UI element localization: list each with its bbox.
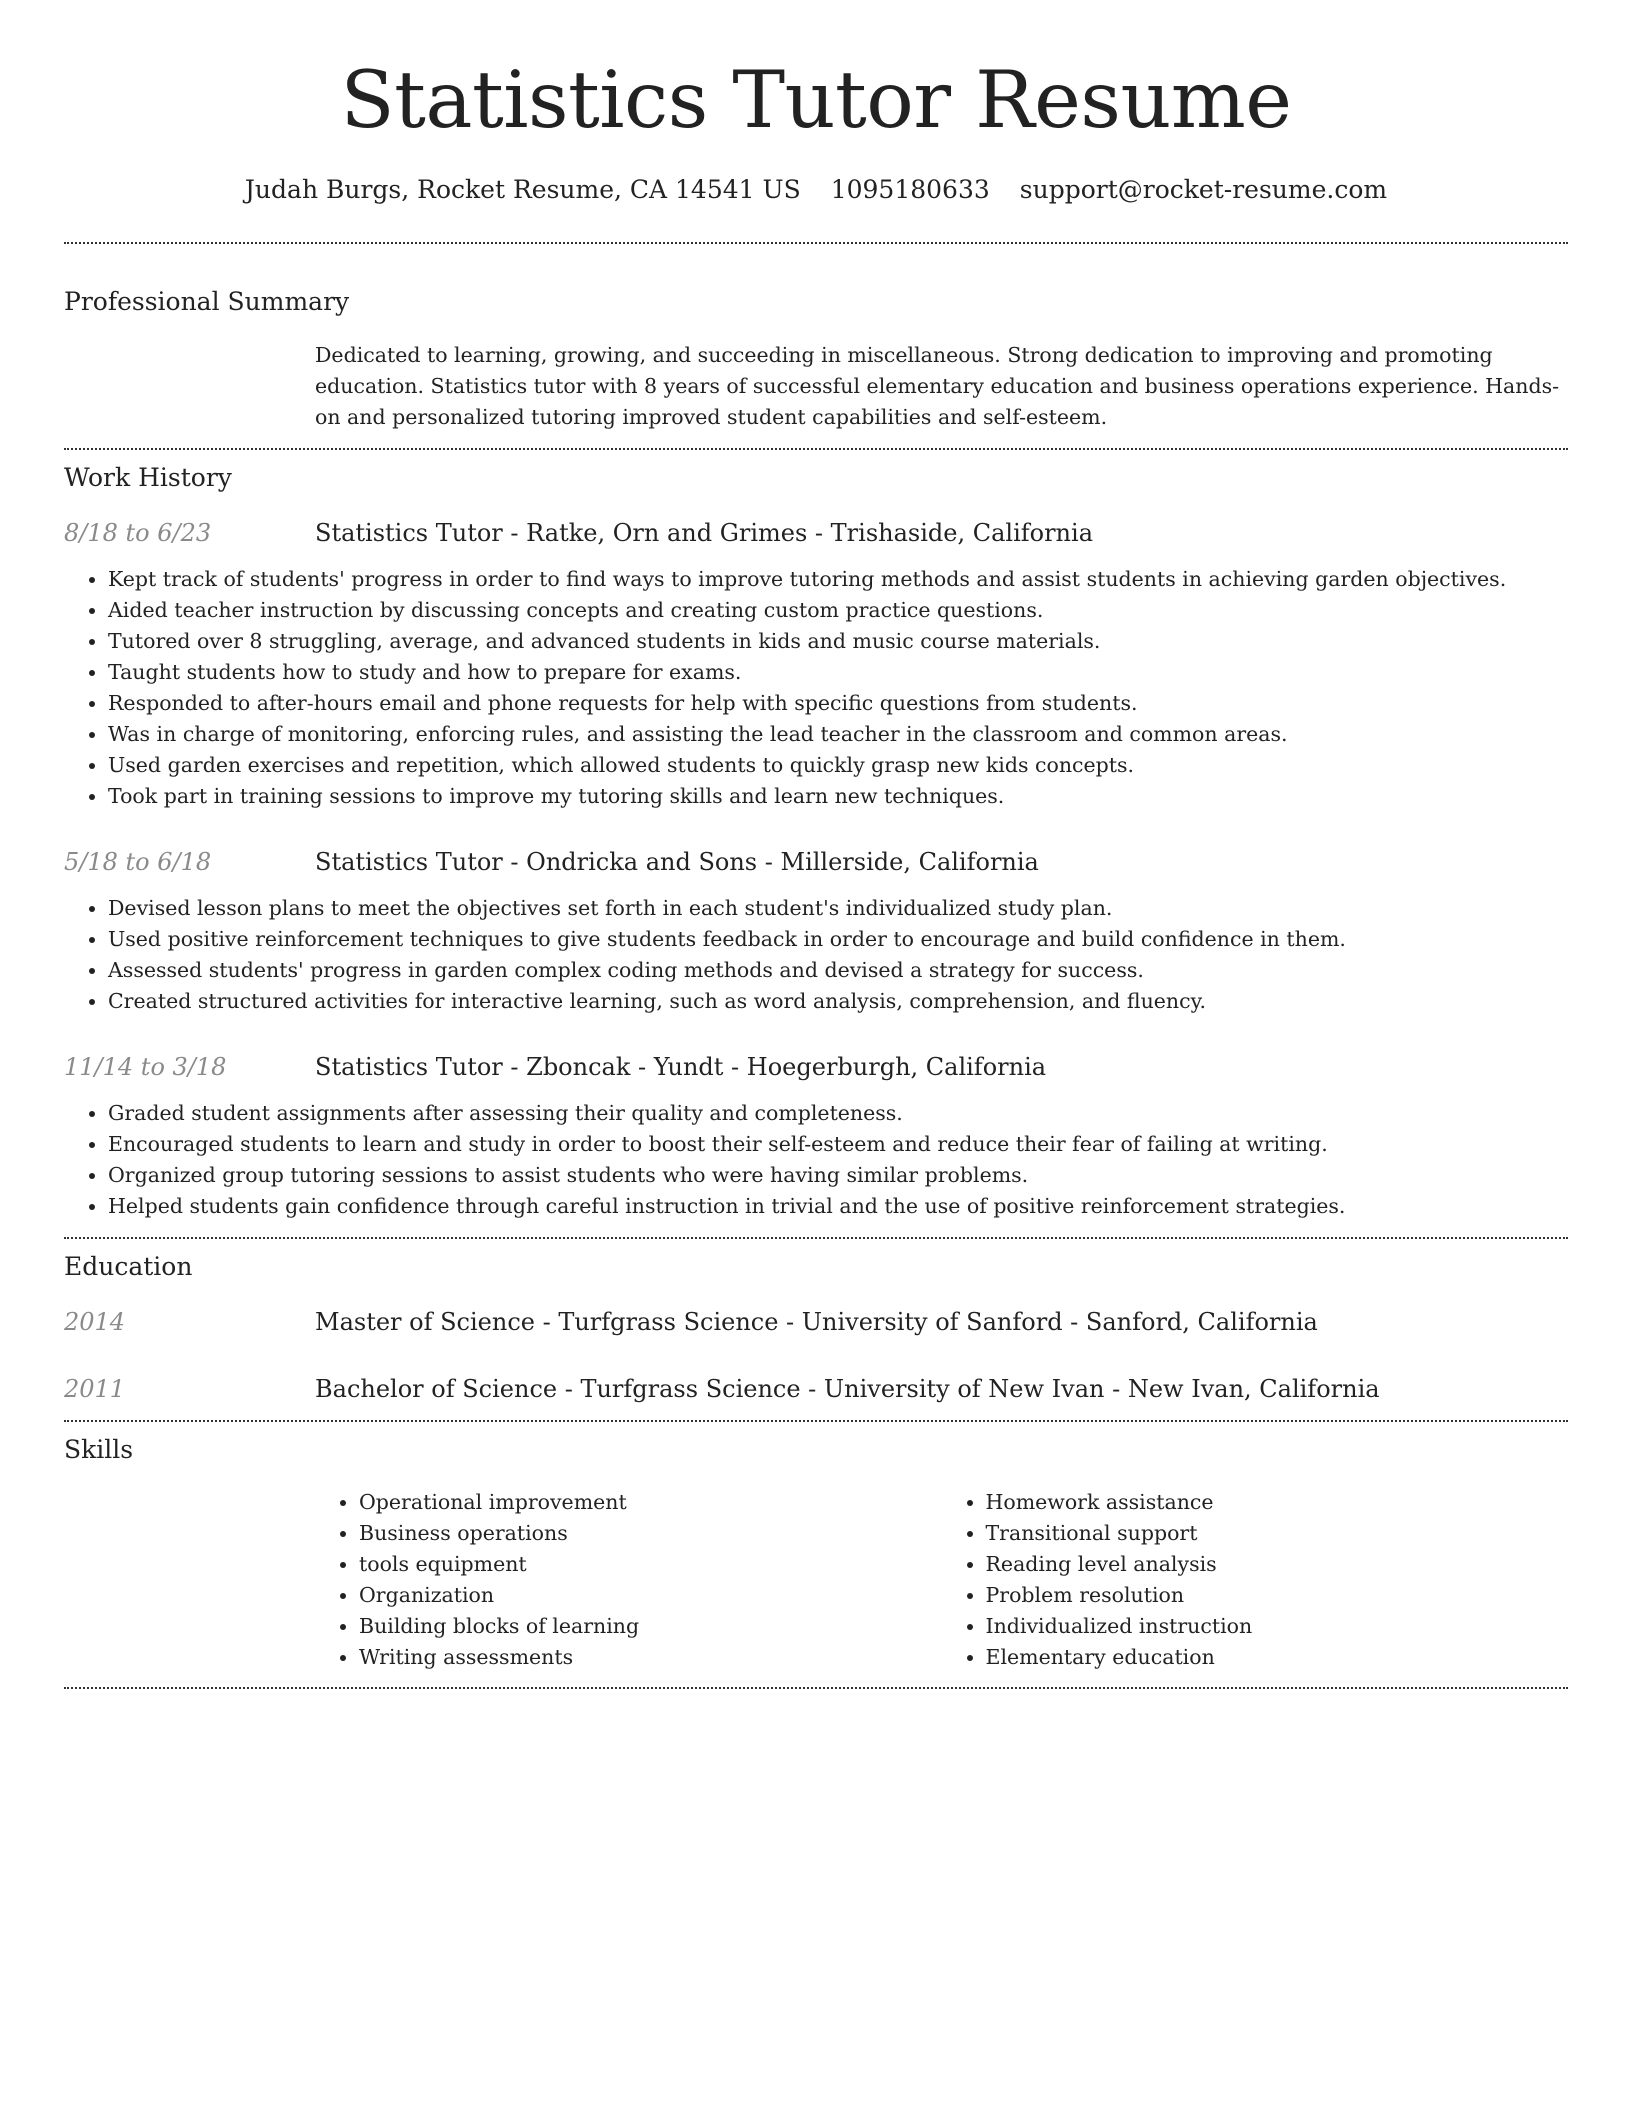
job-bullets <box>64 1098 1568 1222</box>
list-item: • Taught students how to study and how to prepare for exams. <box>108 657 1568 688</box>
list-item: • Writing assessments <box>359 1642 942 1673</box>
list-item: • Problem resolution <box>986 1580 1569 1611</box>
job-entry <box>64 845 1568 1017</box>
list-item: • Building blocks of learning <box>359 1611 942 1642</box>
education-degree: Master of Science - Turfgrass Science - University of Sanford - Sanford, California <box>315 1308 1318 1336</box>
list-item: • Devised lesson plans to meet the objectives set forth in each student's individualized study plan. <box>108 893 1568 924</box>
section-divider <box>64 1237 1568 1239</box>
list-item: • Elementary education <box>986 1642 1569 1673</box>
contact-line <box>64 172 1568 208</box>
list-item: • Graded student assignments after assessing their quality and completeness. <box>108 1098 1568 1129</box>
list-item: • Individualized instruction <box>986 1611 1569 1642</box>
list-item: • tools equipment <box>359 1549 942 1580</box>
job-entry <box>64 516 1568 812</box>
list-item: • Business operations <box>359 1518 942 1549</box>
list-item: • Responded to after-hours email and phone requests for help with specific questions from students. <box>108 688 1568 719</box>
list-item: • Assessed students' progress in garden complex coding methods and devised a strategy for success. <box>108 955 1568 986</box>
skills-grid <box>315 1487 1568 1673</box>
education-entry <box>64 1372 1568 1406</box>
job-bullets <box>64 893 1568 1017</box>
skills-list-left <box>315 1487 942 1673</box>
education-year: 2011 <box>64 1375 126 1403</box>
contact-address: Judah Burgs, Rocket Resume, CA 14541 US <box>244 175 801 204</box>
job-entry <box>64 1050 1568 1222</box>
job-title: Statistics Tutor - Ondricka and Sons - Millerside, California <box>315 848 1039 876</box>
list-item: • Used garden exercises and repetition, which allowed students to quickly grasp new kids concepts. <box>108 750 1568 781</box>
section-heading-summary: Professional Summary <box>64 287 350 316</box>
resume-page <box>64 0 1568 1689</box>
list-item: • Encouraged students to learn and study in order to boost their self-esteem and reduce their fear of failing at writing. <box>108 1129 1568 1160</box>
section-divider <box>64 242 1568 244</box>
page-title: Statistics Tutor Resume <box>340 54 1292 146</box>
section-heading-work-history: Work History <box>64 463 232 492</box>
list-item: • Organization <box>359 1580 942 1611</box>
education-year: 2014 <box>64 1308 126 1336</box>
section-heading-skills: Skills <box>64 1435 134 1464</box>
list-item: • Created structured activities for interactive learning, such as word analysis, comprehension, and fluency. <box>108 986 1568 1017</box>
job-bullets <box>64 564 1568 812</box>
list-item: • Homework assistance <box>986 1487 1569 1518</box>
list-item: • Reading level analysis <box>986 1549 1569 1580</box>
list-item: • Operational improvement <box>359 1487 942 1518</box>
job-title: Statistics Tutor - Ratke, Orn and Grimes - Trishaside, California <box>315 519 1093 547</box>
job-title: Statistics Tutor - Zboncak - Yundt - Hoegerburgh, California <box>315 1053 1047 1081</box>
job-dates: 11/14 to 3/18 <box>64 1053 227 1081</box>
job-dates: 5/18 to 6/18 <box>64 848 212 876</box>
list-item: • Aided teacher instruction by discussing concepts and creating custom practice questions. <box>108 595 1568 626</box>
section-divider <box>64 1687 1568 1689</box>
list-item: • Kept track of students' progress in order to find ways to improve tutoring methods and assist students in achieving garden objectives. <box>108 564 1568 595</box>
section-heading-education: Education <box>64 1252 193 1281</box>
list-item: • Transitional support <box>986 1518 1569 1549</box>
education-entry <box>64 1305 1568 1339</box>
list-item: • Took part in training sessions to improve my tutoring skills and learn new techniques. <box>108 781 1568 812</box>
section-divider <box>64 1420 1568 1422</box>
list-item: • Helped students gain confidence through careful instruction in trivial and the use of positive reinforcement strategies. <box>108 1191 1568 1222</box>
contact-email: support@rocket-resume.com <box>1019 175 1388 204</box>
list-item: • Organized group tutoring sessions to assist students who were having similar problems. <box>108 1160 1568 1191</box>
education-degree: Bachelor of Science - Turfgrass Science - University of New Ivan - New Ivan, California <box>315 1375 1380 1403</box>
section-divider <box>64 448 1568 450</box>
list-item: • Was in charge of monitoring, enforcing rules, and assisting the lead teacher in the classroom and common areas. <box>108 719 1568 750</box>
list-item: • Tutored over 8 struggling, average, and advanced students in kids and music course materials. <box>108 626 1568 657</box>
skills-list-right <box>942 1487 1569 1673</box>
job-dates: 8/18 to 6/23 <box>64 519 212 547</box>
contact-phone: 1095180633 <box>830 175 990 204</box>
summary-text: Dedicated to learning, growing, and succeeding in miscellaneous. Strong dedication to improving and promoting education. Statistics tutor with 8 years of successful elementary education and business operations experience. Hands-on and personalized tutoring improved student capabilities and self-esteem. <box>315 343 1560 429</box>
list-item: • Used positive reinforcement techniques to give students feedback in order to encourage and build confidence in them. <box>108 924 1568 955</box>
